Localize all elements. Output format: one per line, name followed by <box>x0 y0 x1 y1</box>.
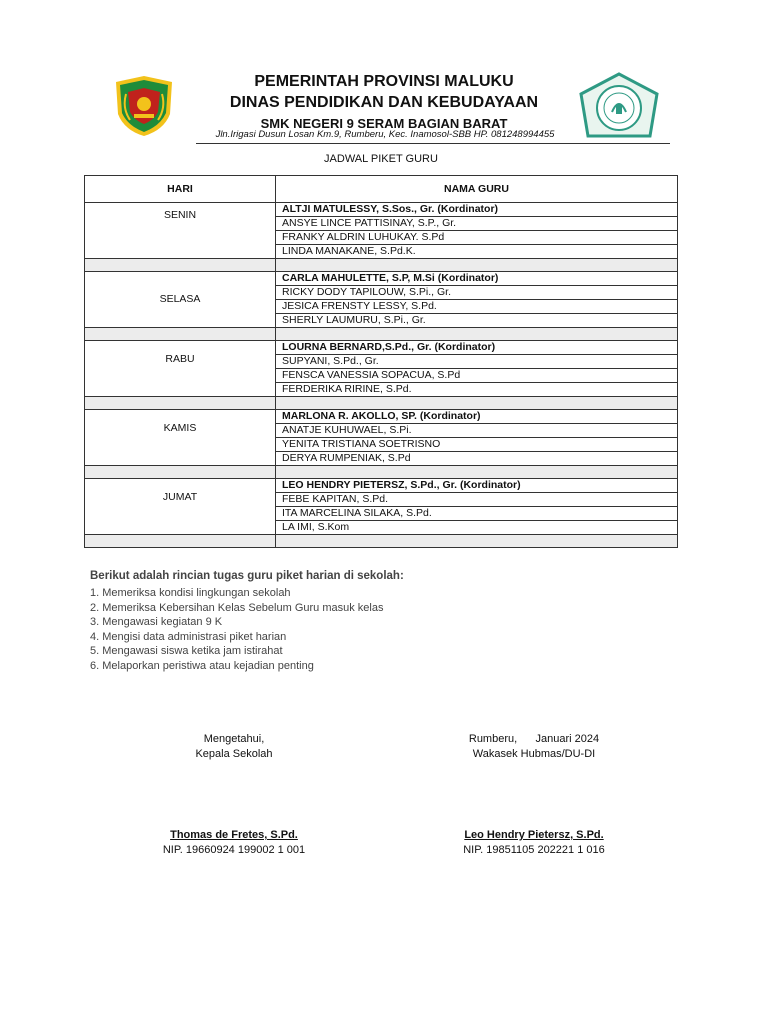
list-item: 5. Mengawasi siswa ketika jam istirahat <box>90 645 283 657</box>
signature-block-right <box>434 732 634 762</box>
day-cell: SENIN <box>85 203 276 259</box>
list-item: 2. Memeriksa Kebersihan Kelas Sebelum Guru masuk kelas <box>90 601 384 614</box>
signatory-nip: NIP. 19851105 202221 1 016 <box>463 844 605 856</box>
task-list <box>90 586 383 673</box>
separator-row <box>85 259 678 272</box>
table-row <box>85 341 678 355</box>
provincial-emblem-icon <box>112 74 176 138</box>
day-cell: JUMAT <box>85 479 276 535</box>
day-cell: KAMIS <box>85 410 276 466</box>
tasks-intro: Berikut adalah rincian tugas guru piket harian di sekolah: <box>90 570 404 582</box>
list-item: 3. Mengawasi kegiatan 9 K <box>90 616 223 628</box>
signatory-name: Thomas de Fretes, S.Pd. <box>170 829 298 841</box>
document-title: JADWAL PIKET GURU <box>324 153 438 165</box>
coordinator-cell: ALTJI MATULESSY, S.Sos., Gr. (Kordinator) <box>276 203 678 217</box>
list-item: 6. Melaporkan peristiwa atau kejadian penting <box>90 659 314 672</box>
teacher-cell: ITA MARCELINA SILAKA, S.Pd. <box>276 507 678 521</box>
teacher-cell: FRANKY ALDRIN LUHUKAY. S.Pd <box>276 231 678 245</box>
teacher-cell: ANSYE LINCE PATTISINAY, S.P., Gr. <box>276 217 678 231</box>
separator-row <box>85 535 678 548</box>
teacher-cell: LA IMI, S.Kom <box>276 521 678 535</box>
duty-schedule-table <box>84 175 678 548</box>
teacher-cell: FEBE KAPITAN, S.Pd. <box>276 493 678 507</box>
separator-row <box>85 397 678 410</box>
signature-role: Kepala Sekolah <box>195 748 273 760</box>
letterhead-divider <box>196 143 670 144</box>
school-emblem-icon <box>578 72 660 142</box>
letterhead <box>180 72 588 134</box>
list-item: 1. Memeriksa kondisi lingkungan sekolah <box>90 587 291 599</box>
signature-place-date: Rumberu, Januari 2024 <box>468 733 600 745</box>
signature-role: Wakasek Hubmas/DU-DI <box>472 748 596 760</box>
table-row <box>85 479 678 493</box>
school-address: Jln.Irigasi Dusun Losan Km.9, Rumberu, Kec. Inamosol-SBB HP. 081248994455 <box>215 129 555 140</box>
letterhead-school: SMK NEGERI 9 SERAM BAGIAN BARAT <box>260 116 508 131</box>
separator-row <box>85 328 678 341</box>
teacher-cell: YENITA TRISTIANA SOETRISNO <box>276 438 678 452</box>
teacher-cell: SHERLY LAUMURU, S.Pi., Gr. <box>276 314 678 328</box>
signature-block-left <box>134 732 334 762</box>
teacher-cell: LINDA MANAKANE, S.Pd.K. <box>276 245 678 259</box>
column-header-day: HARI <box>85 176 276 203</box>
signature-name-block-left <box>134 828 334 858</box>
coordinator-cell: MARLONA R. AKOLLO, SP. (Kordinator) <box>276 410 678 424</box>
table-header-row <box>85 176 678 203</box>
coordinator-cell: LEO HENDRY PIETERSZ, S.Pd., Gr. (Kordinator) <box>276 479 678 493</box>
day-cell: SELASA <box>85 272 276 328</box>
coordinator-cell: LOURNA BERNARD,S.Pd., Gr. (Kordinator) <box>276 341 678 355</box>
table-row <box>85 203 678 217</box>
teacher-cell: ANATJE KUHUWAEL, S.Pi. <box>276 424 678 438</box>
teacher-cell: JESICA FRENSTY LESSY, S.Pd. <box>276 300 678 314</box>
coordinator-cell: CARLA MAHULETTE, S.P, M.Si (Kordinator) <box>276 272 678 286</box>
signatory-nip: NIP. 19660924 199002 1 001 <box>162 844 306 856</box>
teacher-cell: SUPYANI, S.Pd., Gr. <box>276 355 678 369</box>
signatory-name: Leo Hendry Pietersz, S.Pd. <box>464 829 604 841</box>
signature-caption: Mengetahui, <box>203 733 265 745</box>
separator-row <box>85 466 678 479</box>
day-cell: RABU <box>85 341 276 397</box>
table-row <box>85 272 678 286</box>
teacher-cell: FERDERIKA RIRINE, S.Pd. <box>276 383 678 397</box>
list-item: 4. Mengisi data administrasi piket harian <box>90 630 287 643</box>
teacher-cell: FENSCA VANESSIA SOPACUA, S.Pd <box>276 369 678 383</box>
letterhead-department: DINAS PENDIDIKAN DAN KEBUDAYAAN <box>229 94 539 111</box>
letterhead-government: PEMERINTAH PROVINSI MALUKU <box>254 73 514 90</box>
teacher-cell: DERYA RUMPENIAK, S.Pd <box>276 452 678 466</box>
signature-name-block-right <box>434 828 634 858</box>
column-header-teacher: NAMA GURU <box>276 176 678 203</box>
teacher-cell: RICKY DODY TAPILOUW, S.Pi., Gr. <box>276 286 678 300</box>
table-row <box>85 410 678 424</box>
